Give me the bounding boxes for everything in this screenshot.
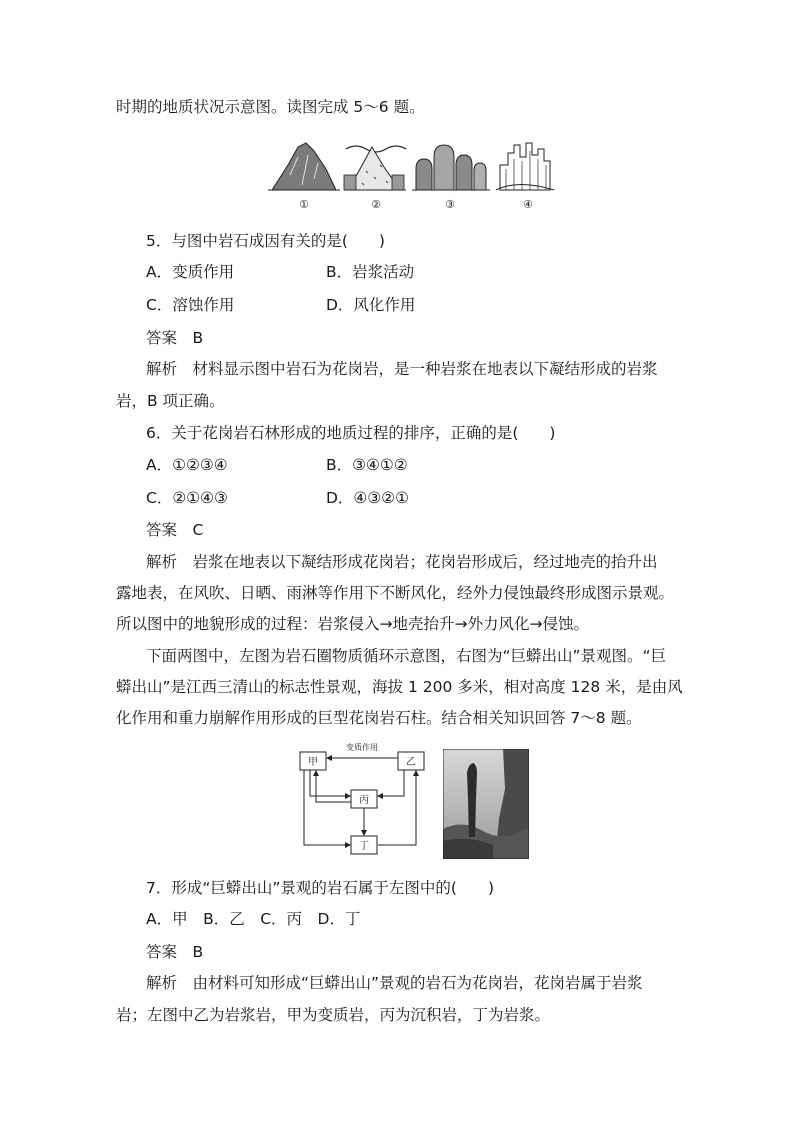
q7-answer: 答案 B xyxy=(146,943,204,961)
arrow-yi-to-bing xyxy=(378,770,404,796)
q7-analysis-line-1: 解析 由材料可知形成“巨蟒出山”景观的岩石为花岗岩，花岗岩属于岩浆 xyxy=(146,974,643,992)
arrow-bing-to-jia xyxy=(316,771,351,802)
box-ding-label: 丁 xyxy=(359,841,369,852)
material-line-2: 蟒出山”是江西三清山的标志性景观，海拔 1 200 多米，相对高度 128 米，是由风 xyxy=(116,678,683,696)
box-yi-label: 乙 xyxy=(406,757,416,768)
q7-analysis-line-2: 岩；左图中乙为岩浆岩，甲为变质岩，丙为沉积岩，丁为岩浆。 xyxy=(116,1006,551,1024)
q7-options: A．甲 B．乙 C．丙 D．丁 xyxy=(146,910,361,928)
q5-option-c: C．溶蚀作用 xyxy=(146,296,235,314)
q6-option-b: B．③④①② xyxy=(326,456,408,474)
sketch-label-1: ① xyxy=(299,198,309,211)
landform-figure xyxy=(268,135,568,215)
q6-stem: 6．关于花岗岩石林形成的地质过程的排序，正确的是( ) xyxy=(146,424,556,442)
landform-sketch-2 xyxy=(344,146,406,190)
q5-option-d: D．风化作用 xyxy=(326,296,416,314)
sketch-label-3: ③ xyxy=(445,198,455,211)
metamorphism-label: 变质作用 xyxy=(346,743,378,752)
q6-analysis-line-3: 所以图中的地貌形成的过程：岩浆侵入→地壳抬升→外力风化→侵蚀。 xyxy=(116,615,589,633)
arrow-ding-to-yi xyxy=(378,771,416,845)
box-jia-label: 甲 xyxy=(308,757,318,768)
arrow-jia-to-ding xyxy=(304,770,350,845)
landform-sketch-4 xyxy=(496,143,554,190)
q5-answer: 答案 B xyxy=(146,329,204,347)
material-line-3: 化作用和重力崩解作用形成的巨型花岗岩石柱。结合相关知识回答 7～8 题。 xyxy=(116,709,642,727)
box-bing-label: 丙 xyxy=(359,795,369,806)
q5-analysis-line-2: 岩，B 项正确。 xyxy=(116,392,225,410)
rock-cycle-diagram xyxy=(294,742,434,862)
material-line-1: 下面两图中，左图为岩石圈物质循环示意图，右图为“巨蟒出山”景观图。“巨 xyxy=(146,647,667,665)
q6-answer: 答案 C xyxy=(146,521,204,539)
q6-option-d: D．④③②① xyxy=(326,489,410,507)
landform-sketch-3 xyxy=(412,145,490,190)
q5-stem: 5．与图中岩石成因有关的是( ) xyxy=(146,232,385,250)
q7-stem: 7．形成“巨蟒出山”景观的岩石属于左图中的( ) xyxy=(146,879,495,897)
intro-text: 时期的地质状况示意图。读图完成 5～6 题。 xyxy=(116,98,425,116)
q5-option-a: A．变质作用 xyxy=(146,263,235,281)
q6-option-a: A．①②③④ xyxy=(146,456,228,474)
sketch-label-2: ② xyxy=(371,198,381,211)
landform-sketch-1 xyxy=(268,143,340,190)
q5-option-b: B．岩浆活动 xyxy=(326,263,415,281)
q6-analysis-line-2: 露地表，在风吹、日晒、雨淋等作用下不断风化，经外力侵蚀最终形成图示景观。 xyxy=(116,584,675,602)
q6-analysis-line-1: 解析 岩浆在地表以下凝结形成花岗岩；花岗岩形成后，经过地壳的抬升出 xyxy=(146,553,658,571)
giant-python-photo xyxy=(443,749,529,859)
q5-analysis-line-1: 解析 材料显示图中岩石为花岗岩，是一种岩浆在地表以下凝结形成的岩浆 xyxy=(146,360,658,378)
q6-option-c: C．②①④③ xyxy=(146,489,228,507)
sketch-label-4: ④ xyxy=(523,198,533,211)
